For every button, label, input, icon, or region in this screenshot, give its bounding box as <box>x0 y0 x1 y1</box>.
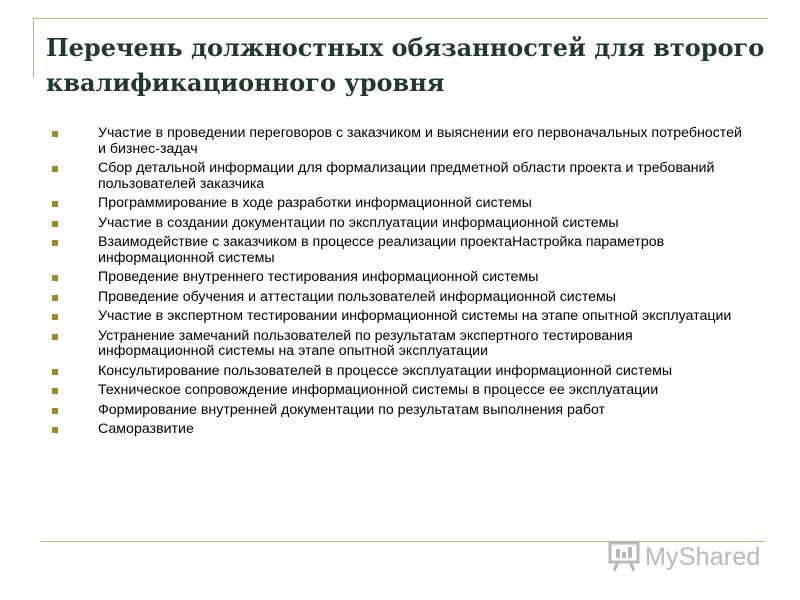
list-item <box>52 364 742 380</box>
list-item-text: Проведение обучения и аттестации пользователей информационной системы <box>98 288 617 305</box>
bullet-icon <box>52 201 58 207</box>
list-item <box>52 422 742 438</box>
list-item-text: Устранение замечаний пользователей по результатам экспертного тестирования информационной системы на этапе опытной эксплуатации <box>98 327 633 359</box>
bullet-icon <box>52 221 58 227</box>
bullet-icon <box>52 166 58 172</box>
slide-title: Перечень должностных обязанностей для второго квалификационного уровня <box>46 33 765 97</box>
list-item-text: Сбор детальной информации для формализации предметной области проекта и требований пользователей заказчика <box>98 160 715 192</box>
list-item-text: Программирование в ходе разработки информационной системы <box>98 195 532 211</box>
bullet-icon <box>52 275 58 281</box>
list-item-text: Формирование внутренней документации по результатам выполнения работ <box>98 401 606 418</box>
list-item <box>52 161 742 192</box>
list-item-text: Саморазвитие <box>98 421 194 437</box>
list-item <box>52 270 742 286</box>
list-item <box>52 290 742 306</box>
bullet-icon <box>52 369 58 375</box>
bullet-icon <box>52 314 58 320</box>
list-item <box>52 196 742 212</box>
list-item <box>52 309 742 325</box>
list-item <box>52 126 742 157</box>
list-item-text: Взаимодействие с заказчиком в процессе реализации проектаНастройка параметров информационной системы <box>98 234 665 266</box>
list-item-text: Участие в создании документации по эксплуатации информационной системы <box>98 214 619 231</box>
bullet-icon <box>52 334 58 340</box>
bullet-icon <box>52 388 58 394</box>
bullet-icon <box>52 240 58 246</box>
watermark <box>607 540 761 574</box>
list-item-text: Консультирование пользователей в процессе эксплуатации информационной системы <box>98 362 673 379</box>
list-item <box>52 216 742 232</box>
list-item <box>52 383 742 399</box>
list-item-text: Участие в экспертном тестировании информационной системы на этапе опытной эксплуатации <box>98 308 732 324</box>
title-frame-left-line <box>33 18 34 78</box>
list-item <box>52 403 742 419</box>
list-item-text: Техническое сопровождение информационной системы в процессе ее эксплуатации <box>98 382 659 398</box>
bullet-list <box>52 126 742 442</box>
list-item <box>52 235 742 266</box>
title-frame-top-line <box>33 18 768 19</box>
watermark-text: MyShared <box>645 542 761 571</box>
bullet-icon <box>52 131 58 137</box>
bullet-icon <box>52 295 58 301</box>
list-item-text: Проведение внутреннего тестирования информационной системы <box>98 269 539 285</box>
list-item <box>52 329 742 360</box>
bullet-icon <box>52 427 58 433</box>
bullet-icon <box>52 408 58 414</box>
list-item-text: Участие в проведении переговоров с заказчиком и выяснении его первоначальных потребностей и бизнес-задач <box>98 125 742 157</box>
presentation-board-icon <box>607 541 641 573</box>
